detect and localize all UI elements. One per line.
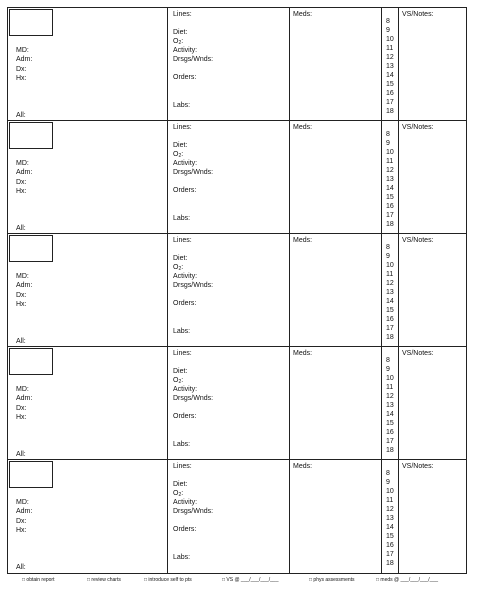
hour-label: 18 <box>386 447 394 454</box>
activity-label: Activity: <box>173 273 198 280</box>
hour-label: 13 <box>386 515 394 522</box>
vs-notes-label: VS/Notes: <box>402 463 434 470</box>
hour-label: 12 <box>386 54 394 61</box>
o2-label: $O_2$: <box>173 151 184 159</box>
meds-label: Meds: <box>293 350 313 357</box>
o2-label: $O_2$: <box>173 377 184 385</box>
o2-label: $O_2$: <box>173 38 184 46</box>
hour-label: 13 <box>386 176 394 183</box>
md-label: MD: <box>16 386 29 393</box>
allergies-label: All: <box>16 112 26 119</box>
hx-label: Hx: <box>16 188 27 195</box>
allergies-label: All: <box>16 451 26 458</box>
orders-label: Orders: <box>173 413 197 420</box>
meds-column <box>290 121 382 233</box>
hours-column <box>382 121 399 233</box>
care-column <box>168 121 290 233</box>
hour-label: 17 <box>386 325 394 332</box>
patient-row <box>8 460 466 573</box>
hour-label: 14 <box>386 185 394 192</box>
hour-label: 8 <box>386 244 390 251</box>
dx-label: Dx: <box>16 518 27 525</box>
patient-row <box>8 347 466 460</box>
hx-label: Hx: <box>16 75 27 82</box>
vs-notes-column <box>399 8 466 120</box>
hour-label: 12 <box>386 506 394 513</box>
hour-label: 15 <box>386 533 394 540</box>
hour-label: 14 <box>386 298 394 305</box>
hour-label: 12 <box>386 393 394 400</box>
hour-label: 14 <box>386 72 394 79</box>
hour-label: 10 <box>386 262 394 269</box>
hour-label: 18 <box>386 560 394 567</box>
patient-info-column <box>8 121 168 233</box>
o2-label: $O_2$: <box>173 490 184 498</box>
vs-notes-label: VS/Notes: <box>402 350 434 357</box>
hour-label: 18 <box>386 334 394 341</box>
md-label: MD: <box>16 47 29 54</box>
patient-info-column <box>8 8 168 120</box>
hour-label: 16 <box>386 429 394 436</box>
dressings-wounds-label: Drsgs/Wnds: <box>173 508 214 515</box>
hour-label: 17 <box>386 438 394 445</box>
diet-label: Diet: <box>173 255 188 262</box>
allergies-label: All: <box>16 338 26 345</box>
vs-notes-label: VS/Notes: <box>402 124 434 131</box>
md-label: MD: <box>16 273 29 280</box>
hour-label: 14 <box>386 411 394 418</box>
allergies-label: All: <box>16 225 26 232</box>
patient-name-box[interactable] <box>9 235 53 262</box>
md-label: MD: <box>16 499 29 506</box>
patient-row <box>8 121 466 234</box>
diet-label: Diet: <box>173 481 188 488</box>
meds-column <box>290 460 382 573</box>
hour-label: 9 <box>386 479 390 486</box>
meds-column <box>290 8 382 120</box>
hour-label: 9 <box>386 27 390 34</box>
lines-label: Lines: <box>173 11 192 18</box>
patient-row <box>8 8 466 121</box>
hour-label: 11 <box>386 384 394 391</box>
hour-label: 11 <box>386 45 394 52</box>
orders-label: Orders: <box>173 187 197 194</box>
task-checklist <box>20 577 480 587</box>
hour-label: 8 <box>386 470 390 477</box>
hour-label: 8 <box>386 131 390 138</box>
task-meds[interactable]: □ meds @ ___/___/___/___ <box>376 577 439 583</box>
meds-column <box>290 347 382 459</box>
diet-label: Diet: <box>173 29 188 36</box>
dx-label: Dx: <box>16 179 27 186</box>
hour-label: 11 <box>386 158 394 165</box>
task-vital-signs[interactable]: □ VS @ ___/___/___/___ <box>222 577 279 583</box>
orders-label: Orders: <box>173 300 197 307</box>
adm-label: Adm: <box>16 508 33 515</box>
labs-label: Labs: <box>173 102 191 109</box>
hour-label: 15 <box>386 194 394 201</box>
patient-report-sheet <box>7 7 467 574</box>
hour-label: 18 <box>386 108 394 115</box>
dx-label: Dx: <box>16 405 27 412</box>
dx-label: Dx: <box>16 66 27 73</box>
orders-label: Orders: <box>173 74 197 81</box>
hours-column <box>382 460 399 573</box>
dressings-wounds-label: Drsgs/Wnds: <box>173 169 214 176</box>
vs-notes-label: VS/Notes: <box>402 11 434 18</box>
activity-label: Activity: <box>173 47 198 54</box>
hour-label: 16 <box>386 203 394 210</box>
labs-label: Labs: <box>173 441 191 448</box>
diet-label: Diet: <box>173 142 188 149</box>
lines-label: Lines: <box>173 463 192 470</box>
hour-label: 11 <box>386 271 394 278</box>
labs-label: Labs: <box>173 215 191 222</box>
hour-label: 9 <box>386 253 390 260</box>
patient-row <box>8 234 466 347</box>
hour-label: 10 <box>386 375 394 382</box>
hour-label: 14 <box>386 524 394 531</box>
patient-info-column <box>8 460 168 573</box>
diet-label: Diet: <box>173 368 188 375</box>
activity-label: Activity: <box>173 386 198 393</box>
task-introduce-self[interactable]: □ introduce self to pts <box>144 577 192 583</box>
care-column <box>168 460 290 573</box>
meds-label: Meds: <box>293 237 313 244</box>
hour-label: 13 <box>386 402 394 409</box>
hx-label: Hx: <box>16 527 27 534</box>
meds-column <box>290 234 382 346</box>
hour-label: 17 <box>386 99 394 106</box>
labs-label: Labs: <box>173 554 191 561</box>
hours-column <box>382 8 399 120</box>
hour-label: 10 <box>386 488 394 495</box>
activity-label: Activity: <box>173 499 198 506</box>
vs-notes-column <box>399 347 466 459</box>
meds-label: Meds: <box>293 124 313 131</box>
hour-label: 12 <box>386 280 394 287</box>
patient-info-column <box>8 347 168 459</box>
patient-name-box[interactable] <box>9 122 53 149</box>
hour-label: 8 <box>386 18 390 25</box>
lines-label: Lines: <box>173 350 192 357</box>
vs-notes-column <box>399 234 466 346</box>
hour-label: 15 <box>386 307 394 314</box>
care-column <box>168 347 290 459</box>
hour-label: 17 <box>386 551 394 558</box>
meds-label: Meds: <box>293 463 313 470</box>
hour-label: 16 <box>386 542 394 549</box>
care-column <box>168 8 290 120</box>
hour-label: 13 <box>386 289 394 296</box>
adm-label: Adm: <box>16 56 33 63</box>
hx-label: Hx: <box>16 414 27 421</box>
orders-label: Orders: <box>173 526 197 533</box>
hour-label: 11 <box>386 497 394 504</box>
adm-label: Adm: <box>16 395 33 402</box>
dx-label: Dx: <box>16 292 27 299</box>
hours-column <box>382 347 399 459</box>
hour-label: 10 <box>386 36 394 43</box>
hours-column <box>382 234 399 346</box>
patient-info-column <box>8 234 168 346</box>
dressings-wounds-label: Drsgs/Wnds: <box>173 282 214 289</box>
hour-label: 9 <box>386 366 390 373</box>
vs-notes-column <box>399 460 466 573</box>
care-column <box>168 234 290 346</box>
hour-label: 16 <box>386 316 394 323</box>
meds-label: Meds: <box>293 11 313 18</box>
dressings-wounds-label: Drsgs/Wnds: <box>173 56 214 63</box>
hour-label: 18 <box>386 221 394 228</box>
allergies-label: All: <box>16 564 26 571</box>
labs-label: Labs: <box>173 328 191 335</box>
o2-label: $O_2$: <box>173 264 184 272</box>
adm-label: Adm: <box>16 282 33 289</box>
hour-label: 12 <box>386 167 394 174</box>
hour-label: 15 <box>386 81 394 88</box>
patient-name-box[interactable] <box>9 348 53 375</box>
adm-label: Adm: <box>16 169 33 176</box>
vs-notes-label: VS/Notes: <box>402 237 434 244</box>
md-label: MD: <box>16 160 29 167</box>
task-review-charts[interactable]: □ review charts <box>87 577 121 583</box>
patient-name-box[interactable] <box>9 9 53 36</box>
hx-label: Hx: <box>16 301 27 308</box>
patient-name-box[interactable] <box>9 461 53 488</box>
lines-label: Lines: <box>173 124 192 131</box>
hour-label: 16 <box>386 90 394 97</box>
hour-label: 8 <box>386 357 390 364</box>
hour-label: 9 <box>386 140 390 147</box>
activity-label: Activity: <box>173 160 198 167</box>
hour-label: 10 <box>386 149 394 156</box>
hour-label: 13 <box>386 63 394 70</box>
vs-notes-column <box>399 121 466 233</box>
task-phys-assessments[interactable]: □ phys assessments <box>309 577 355 583</box>
lines-label: Lines: <box>173 237 192 244</box>
hour-label: 17 <box>386 212 394 219</box>
task-obtain-report[interactable]: □ obtain report <box>22 577 55 583</box>
hour-label: 15 <box>386 420 394 427</box>
dressings-wounds-label: Drsgs/Wnds: <box>173 395 214 402</box>
